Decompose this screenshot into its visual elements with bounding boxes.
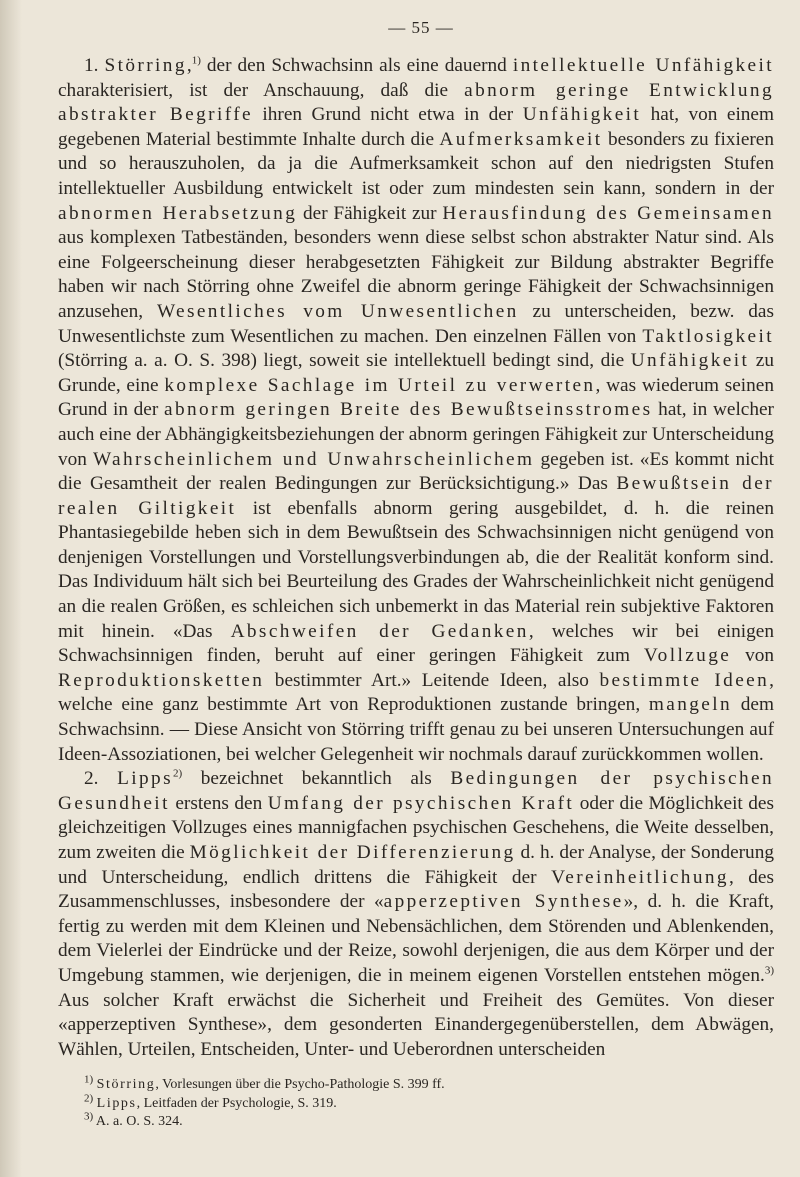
- text-run: von: [731, 645, 774, 667]
- text-run: der Fähigkeit zur: [297, 202, 443, 224]
- text-run: der den Schwachsinn als eine dauernd: [200, 55, 513, 76]
- text-run: aus komplexen Tatbeständen, besonders wenn diese selbst schon abstrakter Natur sind. Als eine Folgeerscheinung dieser herabgesetzten Fähigkeit zur Bildung abstrakter Begriffe haben wir nach Störring ohne Zweifel die abnorm geringe Fähigkeit der Schwachsinnigen anzusehen,: [58, 227, 774, 322]
- spaced-term: intellektuelle Unfähigkeit: [512, 55, 775, 76]
- footnote-1: [84, 1073, 774, 1095]
- spaced-term: Reproduktionsketten: [58, 669, 265, 691]
- text-run: , was wiederum seinen Grund in der: [58, 374, 774, 421]
- footnote-paren: ): [89, 1073, 94, 1086]
- spaced-term: abnormen Herabsetzung: [58, 202, 298, 224]
- text-run: ihren Grund nicht etwa in der: [252, 104, 523, 126]
- page-binding-shadow: [0, 0, 22, 1177]
- text-run: charakterisiert, ist der Anschauung, daß die: [58, 79, 465, 101]
- footnote-text: , Leitfaden der Psychologie, S. 319.: [136, 1095, 337, 1111]
- footnote-paren: ): [197, 54, 201, 67]
- text-run: besonders zu fixieren und so herauszuholen, da ja die Aufmerksamkeit schon auf den niedrigsten Stufen intellektueller Ausbildung entwickelt ist oder zum mindesten sein kann, sondern in der: [58, 128, 774, 199]
- footnote-paren: ): [89, 1092, 94, 1105]
- spaced-term: Wahrscheinlichem und Unwahrscheinlichem: [92, 448, 535, 470]
- spaced-term: Taktlosigkeit: [642, 325, 774, 347]
- footnote-number: 3: [764, 964, 771, 977]
- footnote-text: A. a. O. S. 324.: [95, 1114, 183, 1130]
- spaced-term: Möglichkeit der Differenzierung: [189, 842, 516, 863]
- text-run: zu Grunde, eine: [58, 350, 774, 396]
- text-run: », d. h. die Kraft, fertig zu werden mit dem Kleinen und Nebensächlichen, dem Störenden und Ablenkenden, dem Vielerlei der Eindrücke und der Reize, sowohl derjenigen, die aus dem Körper und der Umgebung stammen, wie derjenigen, die in meinem eigenen Vorstellen entstehen mögen.: [58, 891, 774, 986]
- spaced-term: Unfähigkeit: [630, 350, 750, 372]
- footnote-ref-3: [765, 965, 774, 977]
- footnote-author: Lipps: [96, 1095, 137, 1111]
- footnote-paren: ): [89, 1110, 94, 1123]
- spaced-term: Vereinheitlichung: [551, 866, 729, 888]
- spaced-term: Bedingungen der psychischen Gesundheit: [58, 768, 774, 814]
- text-run: ,: [186, 55, 192, 76]
- spaced-term: Herausfindung des Gemeinsamen: [442, 202, 774, 224]
- spaced-term: abnorm geringe Entwicklung abstrakter Begriffe: [58, 79, 774, 126]
- spaced-term: Störring: [104, 55, 187, 76]
- footnote-2: [84, 1092, 774, 1114]
- text-run: hat, von einem gegebenen Material bestimmte Inhalte durch die: [58, 104, 774, 150]
- text-run: , welches wir bei einigen Schwachsinnigen finden, beruht auf einer geringen Fähigkeit zum: [58, 620, 775, 667]
- text-run: d. h. der Analyse, der Sonderung und Unterscheidung, endlich drittens die Fähigkeit der: [58, 842, 774, 888]
- footnote-ref-1: [192, 55, 201, 67]
- spaced-term: Wesentliches vom Unwesentlichen: [156, 300, 519, 322]
- text-run: bestimmter Art.» Leitende Ideen, also: [264, 669, 600, 691]
- text-run: 1.: [84, 55, 105, 76]
- text-run: hat, in welcher auch eine der Abhängigkeitsbeziehungen der abnorm geringen Fähigkeit zur Unterscheidung von: [58, 399, 774, 470]
- footnote-paren: ): [178, 767, 183, 780]
- spaced-term: Vollzuge: [643, 645, 732, 667]
- paragraph-stoerring: [58, 54, 774, 767]
- footnote-number-2: [84, 1092, 93, 1104]
- spaced-term: Unfähigkeit: [522, 104, 642, 126]
- footnote-number-1: [84, 1074, 93, 1086]
- spaced-term: apperzeptiven Synthese: [383, 891, 624, 913]
- paragraph-lipps: [58, 767, 774, 1062]
- text-run: (Störring a. a. O. S. 398) liegt, soweit sie intellektuell bedingt sind, die: [58, 350, 631, 372]
- footnote-paren: ): [770, 964, 774, 977]
- footnote-text: , Vorlesungen über die Psycho-Pathologie S. 399 ff.: [155, 1077, 445, 1093]
- spaced-term: Abschweifen der Gedanken: [230, 620, 529, 642]
- text-run: dem Schwachsinn. — Diese Ansicht von Störring trifft genau zu bei unseren Untersuchungen auf Ideen-Assoziationen, bei welcher Gelegenheit wir nochmals darauf zurückkommen wollen.: [58, 694, 774, 765]
- footnote-number-3: [84, 1111, 93, 1123]
- text-run: oder die Möglichkeit des gleichzeitigen Vollzuges eines mannigfachen psychischen Geschehens, die Weite desselben, zum zweiten die: [58, 792, 774, 863]
- footnote-number: 3: [84, 1110, 90, 1123]
- spaced-term: bestimmte Ideen: [599, 669, 770, 691]
- footnote-number: 1: [84, 1073, 90, 1086]
- text-run: gegeben ist. «Es kommt nicht die Gesamtheit der realen Bedingungen zur Berücksichtigung.» Das: [58, 448, 774, 495]
- footnote-number: 2: [172, 767, 179, 780]
- page-number-header: — 55 —: [388, 18, 454, 37]
- book-page: [58, 18, 774, 1132]
- text-run: Aus solcher Kraft erwächst die Sicherheit und Freiheit des Gemütes. Von dieser «apperzeptiven Synthese», dem gesonderten Einandergegenüberstellen, dem Abwägen, Wählen, Urteilen, Entscheiden, Unter- und Ueberordnen unterscheiden: [58, 989, 774, 1060]
- footnote-author: Störring: [96, 1077, 156, 1093]
- text-run: erstens den: [169, 792, 268, 814]
- spaced-term: Bewußtsein der realen Giltigkeit: [58, 473, 774, 519]
- spaced-term: mangeln: [648, 694, 733, 716]
- text-run: 2.: [84, 768, 118, 790]
- footnotes: [58, 1073, 774, 1132]
- spaced-term: Umfang der psychischen Kraft: [267, 792, 575, 814]
- footnote-ref-2: [173, 768, 182, 780]
- text-run: , des Zusammenschlusses, insbesondere der «: [58, 866, 774, 913]
- text-run: bezeichnet bekanntlich als: [182, 768, 451, 790]
- body-text: [58, 54, 774, 1062]
- text-run: , welche eine ganz bestimmte Art von Reproduktionen zustande bringen,: [58, 669, 774, 716]
- spaced-term: Aufmerksamkeit: [439, 128, 603, 150]
- spaced-term: komplexe Sachlage im Urteil zu verwerten: [164, 374, 596, 396]
- footnote-number: 2: [84, 1092, 90, 1105]
- footnote-3: [84, 1110, 774, 1132]
- text-run: zu unterscheiden, bezw. das Unwesentlichste zum Wesentlichen zu machen. Den einzelnen Fällen von: [58, 300, 774, 347]
- footnote-number: 1: [191, 54, 198, 67]
- spaced-term: abnorm geringen Breite des Bewußtseinsstromes: [163, 399, 653, 421]
- text-run: ist ebenfalls abnorm gering ausgebildet, d. h. die reinen Phantasiegebilde heben sich in dem Bewußtsein des Schwachsinnigen nicht genügend von denjenigen Vorstellungen und Vorstellungsverbindungen ab, die der Realität konform sind. Das Individuum hält sich bei Beurteilung des Grades der Wahrscheinlichkeit nicht genügend an die realen Größen, es schleichen sich unbemerkt in das Material rein subjektive Faktoren mit hinein. «Das: [58, 497, 774, 642]
- spaced-term: Lipps: [117, 768, 173, 790]
